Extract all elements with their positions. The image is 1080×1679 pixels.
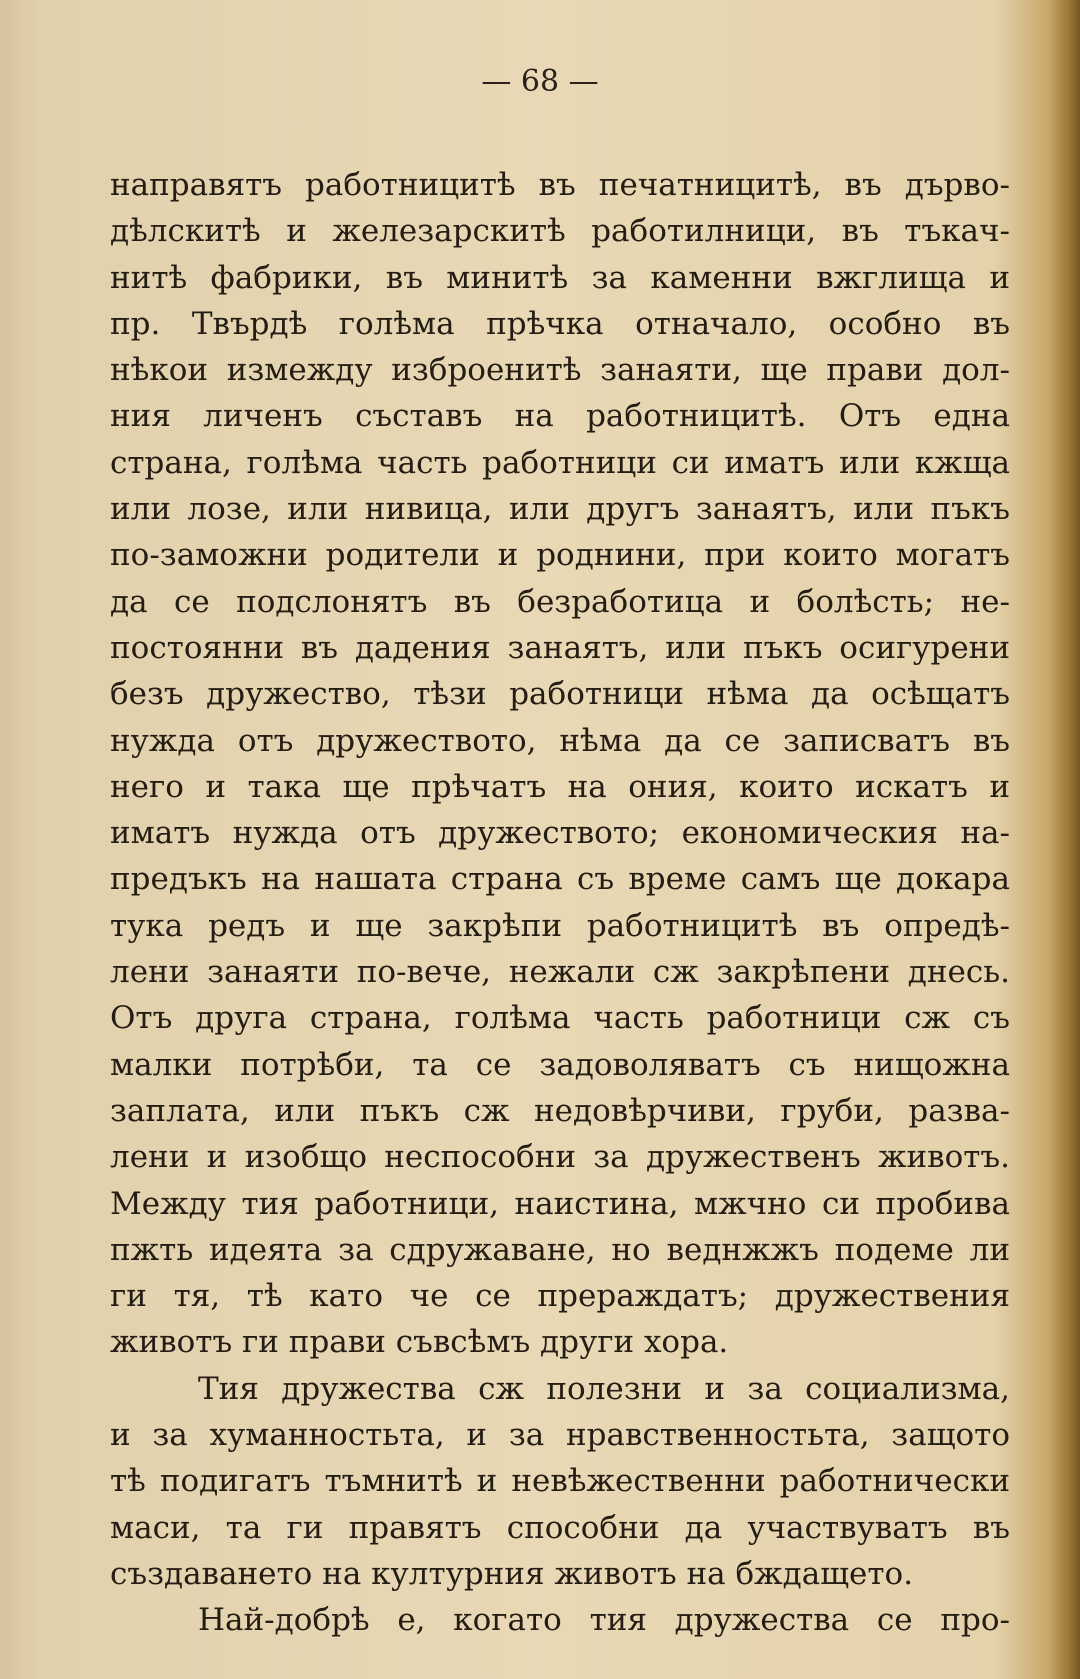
page-number: — 68 —	[481, 64, 599, 99]
text-line: по-заможни родители и роднини, при които могатъ	[110, 537, 1010, 574]
text-line: животъ ги прави съвсѣмъ други хора.	[110, 1324, 729, 1361]
text-line: Отъ друга страна, голѣма часть работници сж съ	[110, 1000, 1010, 1037]
text-line: него и така ще прѣчатъ на ония, които искатъ и	[110, 768, 1010, 805]
text-line: постоянни въ дадения занаятъ, или пъкъ осигурени	[110, 629, 1010, 666]
text-line: ния личенъ съставъ на работницитѣ. Отъ една	[110, 398, 1010, 435]
body-text	[110, 162, 1010, 1644]
page-edge-shadow	[1050, 0, 1080, 1679]
text-line: направятъ работницитѣ въ печатницитѣ, въ дърво-	[110, 167, 1010, 203]
text-line: пр. Твърдѣ голѣма прѣчка отначало, особно въ	[110, 305, 1010, 342]
text-line: дѣлскитѣ и железарскитѣ работилници, въ тъкач-	[110, 213, 1010, 250]
text-line: ги тя, тѣ като че се прераждатъ; дружествения	[110, 1278, 1010, 1315]
text-line: или лозе, или нивица, или другъ занаятъ, или пъкъ	[110, 491, 1010, 528]
text-line: нужда отъ дружеството, нѣма да се записватъ въ	[110, 722, 1010, 759]
text-line: Между тия работници, наистина, мжчно си пробива	[110, 1185, 1010, 1222]
text-line: нѣкои измежду изброенитѣ занаяти, ще прави дол-	[110, 352, 1010, 389]
text-line: тѣ подигатъ тъмнитѣ и невѣжественни работнически	[110, 1463, 1010, 1500]
text-line: лени и изобщо неспособни за дружественъ животъ.	[110, 1139, 1010, 1176]
text-line: заплата, или пъкъ сж недовѣрчиви, груби, развa-	[110, 1092, 1010, 1129]
text-line: предъкъ на нашата страна съ време самъ ще докара	[110, 861, 1010, 898]
text-line: маси, та ги правятъ способни да участвуватъ въ	[110, 1509, 1010, 1546]
text-line: Най-добрѣ е, когато тия дружества се про-	[198, 1602, 1010, 1639]
text-line: и за хуманностьта, и за нравственностьта, защото	[110, 1417, 1010, 1454]
text-line: да се подслонятъ въ безработица и болѣсть; не-	[110, 583, 1010, 620]
text-line: страна, голѣма часть работници си иматъ или кжща	[110, 444, 1010, 481]
text-line: тука редъ и ще закрѣпи работницитѣ въ опредѣ-	[110, 907, 1010, 944]
text-line: пжть идеята за сдружаване, но веднжжъ подеме ли	[110, 1231, 1010, 1268]
text-line: безъ дружество, тѣзи работници нѣма да осѣщатъ	[110, 676, 1010, 713]
text-line: малки потрѣби, та се задоволяватъ съ нищожна	[110, 1046, 1010, 1083]
text-line: лени занаяти по-вече, нежали сж закрѣпени днесь.	[110, 954, 1010, 991]
text-line: Тия дружества сж полезни и за социализма,	[198, 1370, 1010, 1407]
text-line: нитѣ фабрики, въ минитѣ за каменни вжглища и	[110, 259, 1010, 296]
text-line: създаването на културния животъ на бждащето.	[110, 1555, 914, 1592]
text-line: иматъ нужда отъ дружеството; економическия на-	[110, 815, 1010, 852]
